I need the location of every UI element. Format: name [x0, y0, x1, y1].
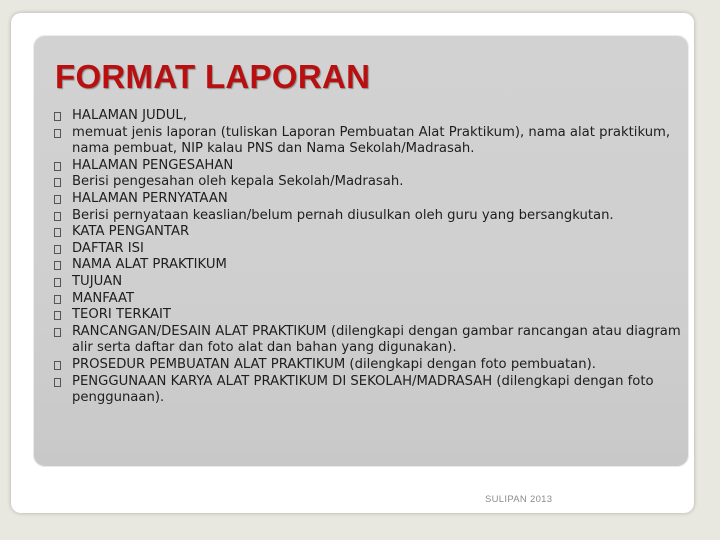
bullet-icon	[54, 129, 61, 138]
list-item-text: PENGGUNAAN KARYA ALAT PRAKTIKUM DI SEKOLAH/MADRASAH (dilengkapi dengan foto penggunaan).	[72, 373, 654, 406]
bullet-icon	[54, 378, 61, 387]
list-item-text: TUJUAN	[72, 273, 123, 289]
list-item	[54, 374, 684, 407]
bullet-icon	[54, 228, 61, 237]
bullet-icon	[54, 195, 61, 204]
bullet-icon	[54, 112, 61, 121]
bullet-icon	[54, 162, 61, 171]
bullet-icon	[54, 261, 61, 270]
list-item	[54, 241, 684, 258]
list-item-text: RANCANGAN/DESAIN ALAT PRAKTIKUM (dilengkapi dengan gambar rancangan atau diagram alir serta daftar dan foto alat dan bahan yang digunakan).	[72, 323, 681, 356]
bullet-icon	[54, 178, 61, 187]
bullet-icon	[54, 361, 61, 370]
list-item-text: HALAMAN PENGESAHAN	[72, 157, 234, 173]
list-item	[54, 274, 684, 291]
list-item-text: Berisi pernyataan keaslian/belum pernah diusulkan oleh guru yang bersangkutan.	[72, 207, 614, 223]
list-item-text: HALAMAN JUDUL,	[72, 108, 187, 123]
footer-text: SULIPAN 2013	[485, 494, 553, 505]
list-item	[54, 108, 684, 125]
bullet-icon	[54, 311, 61, 320]
bullet-icon	[54, 245, 61, 254]
list-item	[54, 174, 684, 191]
list-item-text: MANFAAT	[72, 290, 135, 306]
list-item-text: TEORI TERKAIT	[72, 307, 171, 323]
list-item-text: NAMA ALAT PRAKTIKUM	[72, 257, 227, 273]
bullet-icon	[54, 295, 61, 304]
list-item	[54, 291, 684, 308]
list-item-text: HALAMAN PERNYATAAN	[72, 190, 228, 206]
list-item	[54, 158, 684, 175]
list-item	[54, 224, 684, 241]
bullet-icon	[54, 328, 61, 337]
content-list	[54, 108, 684, 407]
bullet-icon	[54, 212, 61, 221]
list-item-text: DAFTAR ISI	[72, 240, 144, 256]
bullet-icon	[54, 278, 61, 287]
list-item	[54, 357, 684, 374]
list-item	[54, 307, 684, 324]
list-item	[54, 324, 684, 357]
list-item	[54, 257, 684, 274]
list-item-text: memuat jenis laporan (tuliskan Laporan Pembuatan Alat Praktikum), nama alat praktikum, nama pembuat, NIP kalau PNS dan Nama Sekolah/Madrasah.	[72, 124, 671, 157]
list-item-text: KATA PENGANTAR	[72, 224, 190, 240]
list-item	[54, 208, 684, 225]
list-item	[54, 125, 684, 158]
list-item-text: Berisi pengesahan oleh kepala Sekolah/Madrasah.	[72, 174, 404, 190]
slide-title: FORMAT LAPORAN	[55, 58, 371, 95]
list-item	[54, 191, 684, 208]
list-item-text: PROSEDUR PEMBUATAN ALAT PRAKTIKUM (dilengkapi dengan foto pembuatan).	[72, 356, 596, 372]
